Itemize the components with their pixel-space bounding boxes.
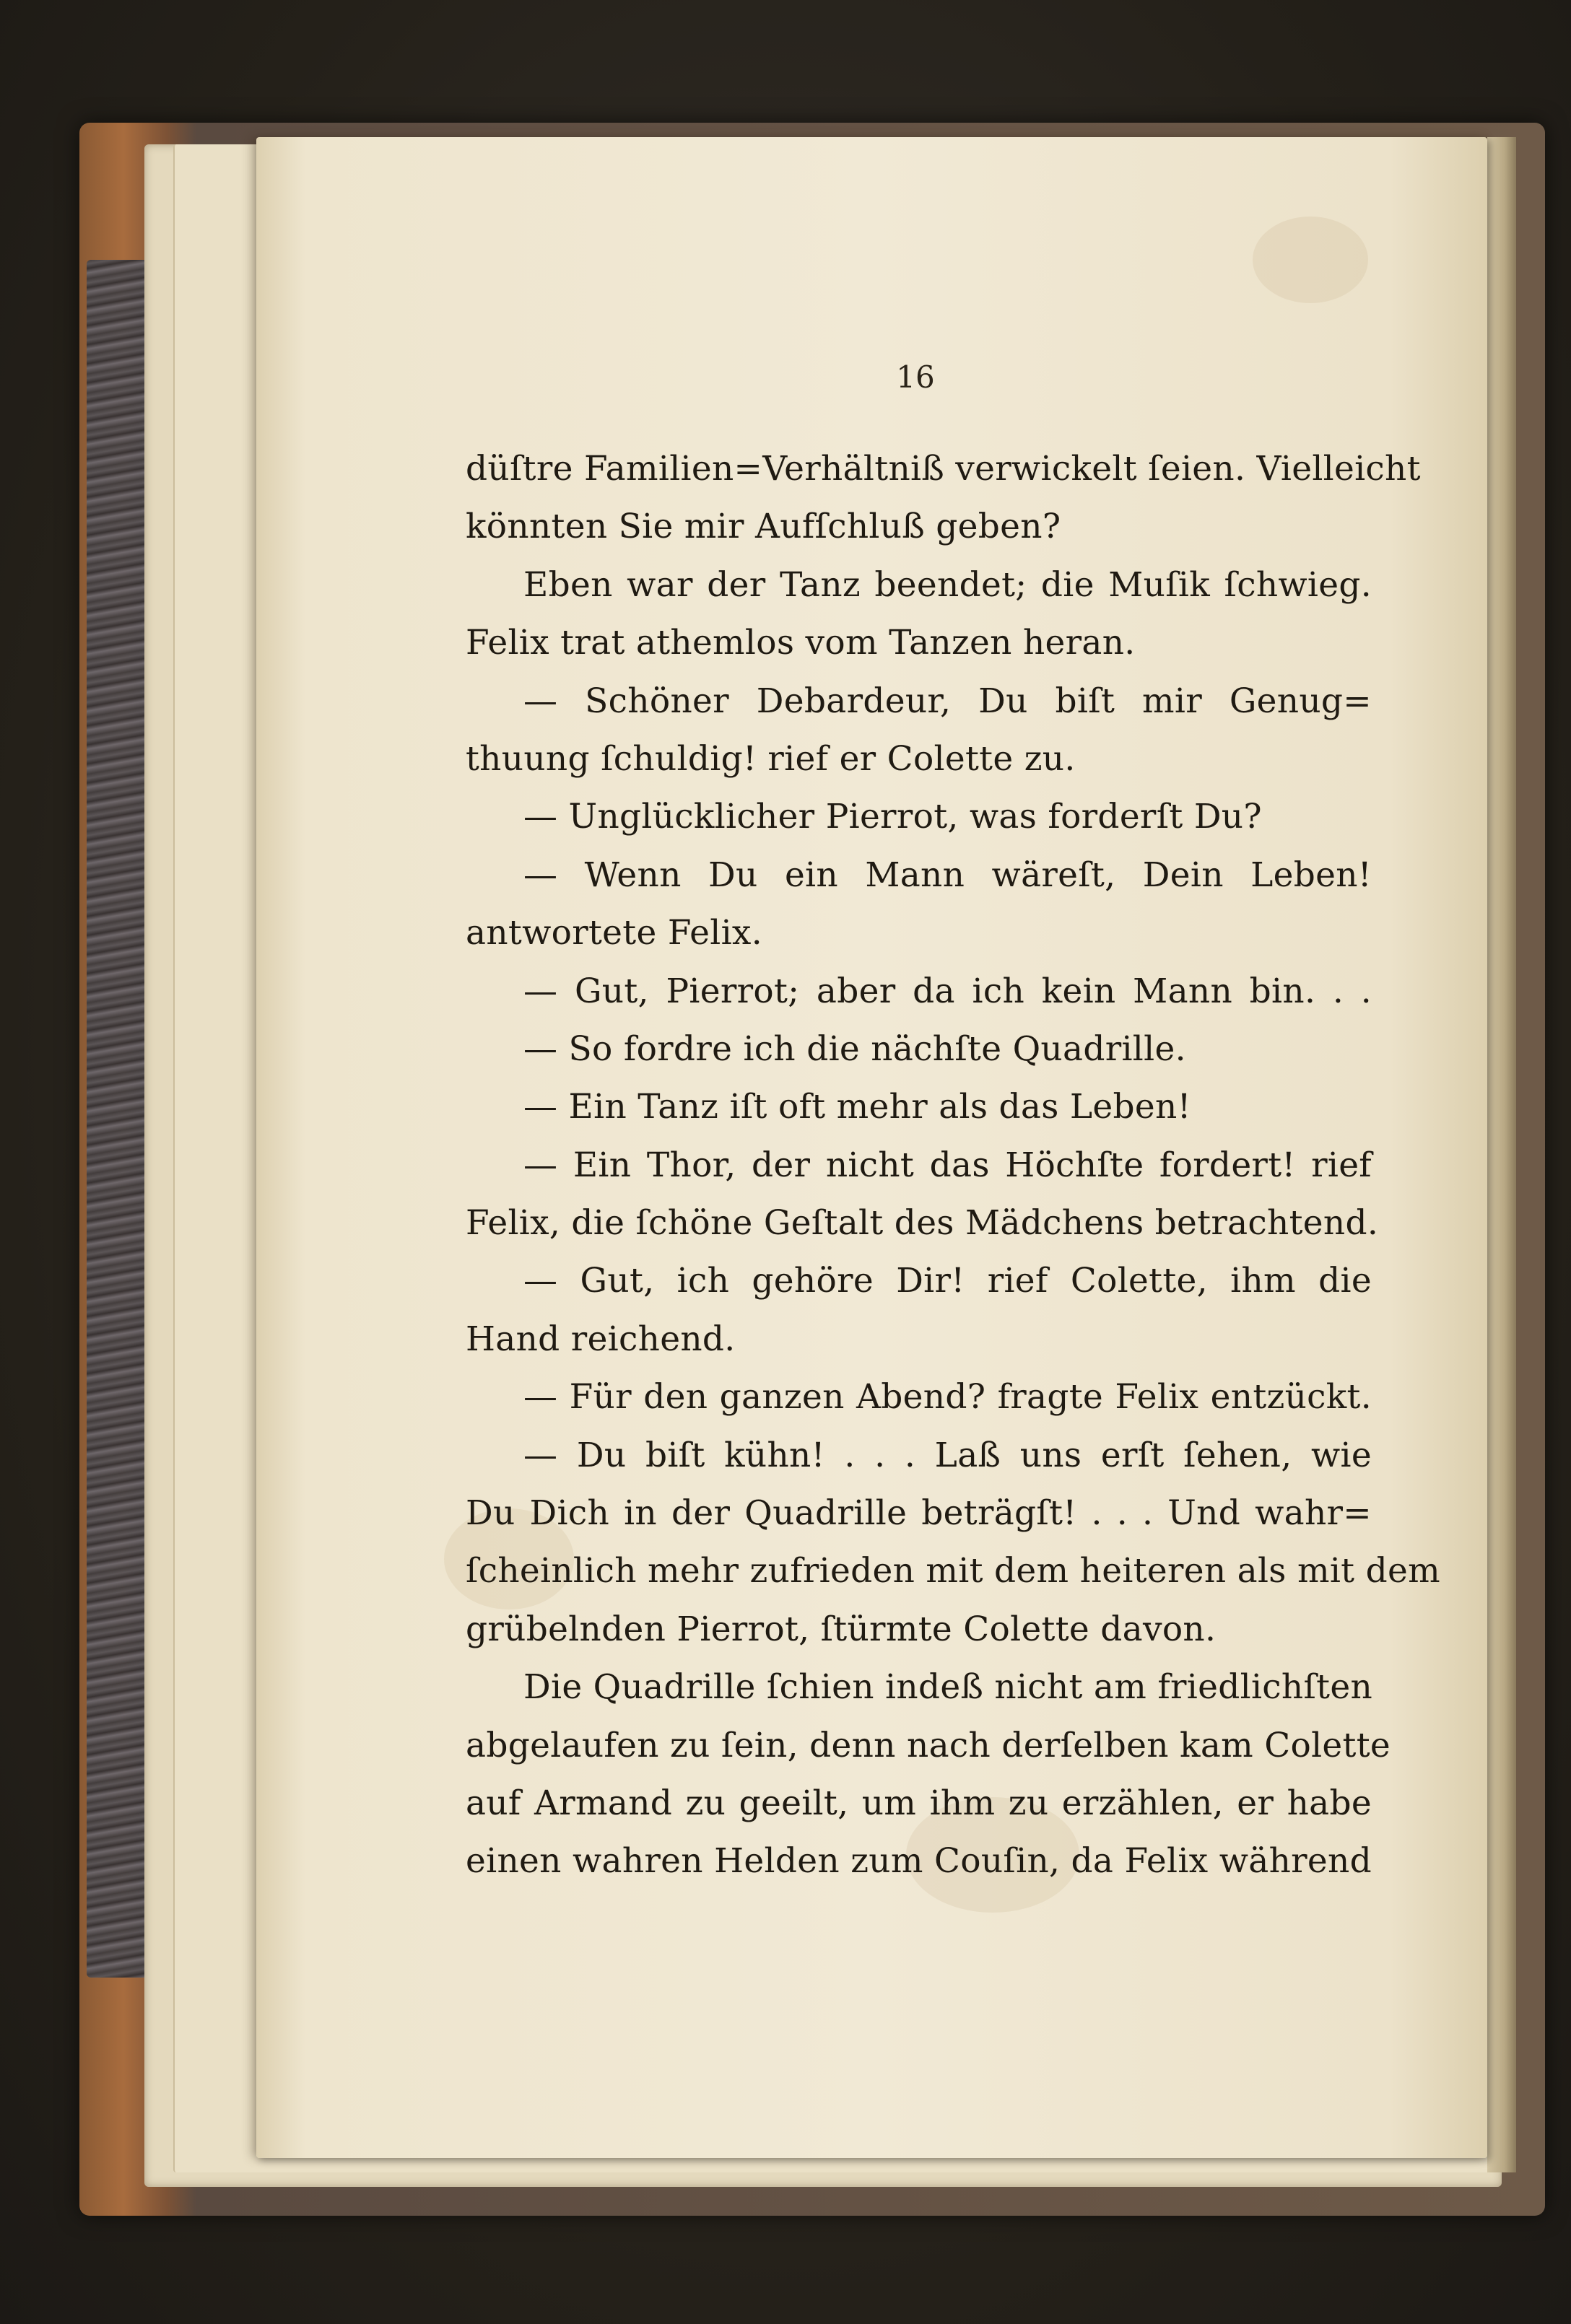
text-line: — Gut, ich gehöre Dir! rief Colette, ihm die: [523, 1261, 1372, 1301]
text-line: Die Quadrille ſchien indeß nicht am friedlichſten: [523, 1667, 1373, 1708]
text-line: — Schöner Debardeur, Du biſt mir Genug=: [523, 681, 1372, 721]
page-text: [466, 440, 1440, 1891]
paper-stain: [1253, 217, 1368, 303]
text-line: Felix, die ſchöne Geſtalt des Mädchens betrachtend.: [466, 1203, 1379, 1244]
text-line: antwortete Felix.: [466, 913, 762, 953]
text-line: — Gut, Pierrot; aber da ich kein Mann bin. . .: [523, 971, 1372, 1011]
text-line: Eben war der Tanz beendet; die Muſik ſchwieg.: [523, 564, 1372, 605]
text-line: grübelnden Pierrot, ſtürmte Colette davon.: [466, 1609, 1217, 1649]
text-line: — So fordre ich die nächſte Quadrille.: [523, 1028, 1186, 1069]
text-line: abgelaufen zu ſein, denn nach derſelben kam Colette: [466, 1725, 1391, 1765]
page-edge: [1487, 137, 1516, 2172]
text-line: — Ein Tanz iſt oft mehr als das Leben!: [523, 1087, 1191, 1127]
text-line: Du Dich in der Quadrille beträgſt! . . . Und wahr=: [466, 1493, 1372, 1534]
text-line: düſtre Familien=Verhältniß verwickelt ſeien. Vielleicht: [466, 449, 1421, 489]
text-line: Hand reichend.: [466, 1319, 736, 1359]
text-line: — Unglücklicher Pierrot, was forderſt Du?: [523, 797, 1262, 837]
text-line: könnten Sie mir Aufſchluß geben?: [466, 507, 1061, 547]
text-line: — Ein Thor, der nicht das Höchſte fordert! rief: [523, 1145, 1372, 1185]
text-line: — Du biſt kühn! . . . Laß uns erſt ſehen, wie: [523, 1435, 1372, 1475]
text-line: Felix trat athemlos vom Tanzen heran.: [466, 623, 1136, 663]
text-line: thuung ſchuldig! rief er Colette zu.: [466, 738, 1076, 779]
text-line: einen wahren Helden zum Couſin, da Felix während: [466, 1841, 1372, 1882]
text-line: — Für den ganzen Abend? fragte Felix entzückt.: [523, 1377, 1372, 1417]
page-number: 16: [896, 359, 935, 395]
text-line: — Wenn Du ein Mann wäreſt, Dein Leben!: [523, 855, 1372, 895]
text-line: auf Armand zu geeilt, um ihm zu erzählen, er habe: [466, 1783, 1372, 1823]
text-line: ſcheinlich mehr zufrieden mit dem heiteren als mit dem: [466, 1551, 1440, 1591]
